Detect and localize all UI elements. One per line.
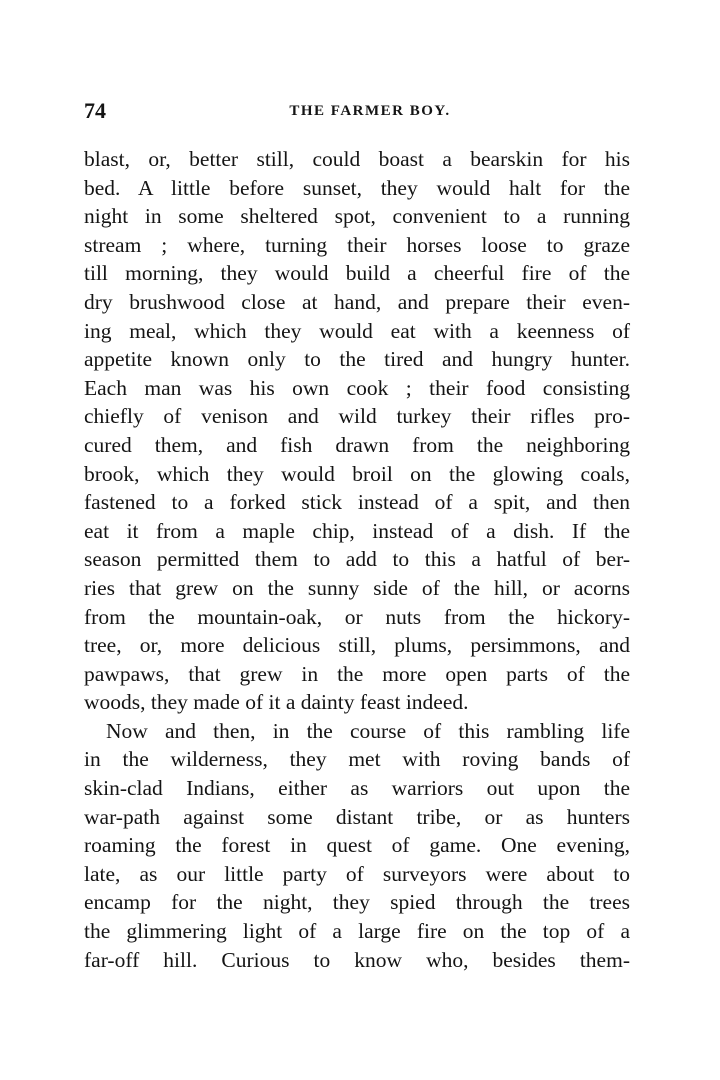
text-line: fastened to a forked stick instead of a spit, and then	[84, 490, 630, 515]
text-line: eat it from a maple chip, instead of a dish. If the	[84, 518, 630, 543]
running-title: THE FARMER BOY.	[289, 103, 451, 119]
text-line: dry brushwood close at hand, and prepare their even-	[84, 289, 630, 314]
text-line: night in some sheltered spot, convenient to a running	[84, 204, 630, 229]
text-line: Each man was his own cook ; their food consisting	[84, 375, 630, 400]
text-line: roaming the forest in quest of game. One evening,	[84, 833, 630, 858]
text-line: woods, they made of it a dainty feast indeed.	[84, 690, 469, 715]
text-line: blast, or, better still, could boast a bearskin for his	[84, 147, 630, 171]
text-line: appetite known only to the tired and hungry hunter.	[84, 347, 630, 372]
text-line: from the mountain-oak, or nuts from the hickory-	[84, 604, 630, 629]
page-number: 74	[84, 98, 106, 123]
text-line: Now and then, in the course of this rambling life	[106, 718, 630, 743]
text-line: tree, or, more delicious still, plums, persimmons, and	[84, 633, 630, 658]
text-line: ing meal, which they would eat with a keenness of	[84, 318, 630, 343]
text-line: in the wilderness, they met with roving bands of	[84, 747, 630, 772]
text-line: far-off hill. Curious to know who, besides them-	[84, 947, 630, 972]
text-line: late, as our little party of surveyors were about to	[84, 861, 630, 886]
text-line: stream ; where, turning their horses loose to graze	[84, 232, 630, 257]
text-line: pawpaws, that grew in the more open parts of the	[84, 661, 630, 686]
text-line: till morning, they would build a cheerful fire of the	[84, 261, 630, 286]
text-line: cured them, and fish drawn from the neighboring	[84, 432, 630, 457]
text-line: the glimmering light of a large fire on the top of a	[84, 919, 630, 944]
text-line: bed. A little before sunset, they would halt for the	[84, 175, 630, 200]
text-line: chiefly of venison and wild turkey their rifles pro-	[84, 404, 630, 429]
text-line: ries that grew on the sunny side of the hill, or acorns	[84, 575, 630, 600]
text-line: encamp for the night, they spied through the trees	[84, 890, 630, 915]
body-text	[84, 145, 630, 974]
text-line: season permitted them to add to this a hatful of ber-	[84, 547, 630, 572]
text-line: brook, which they would broil on the glowing coals,	[84, 461, 630, 486]
text-line: war-path against some distant tribe, or as hunters	[84, 804, 630, 829]
text-line: skin-clad Indians, either as warriors out upon the	[84, 776, 630, 801]
